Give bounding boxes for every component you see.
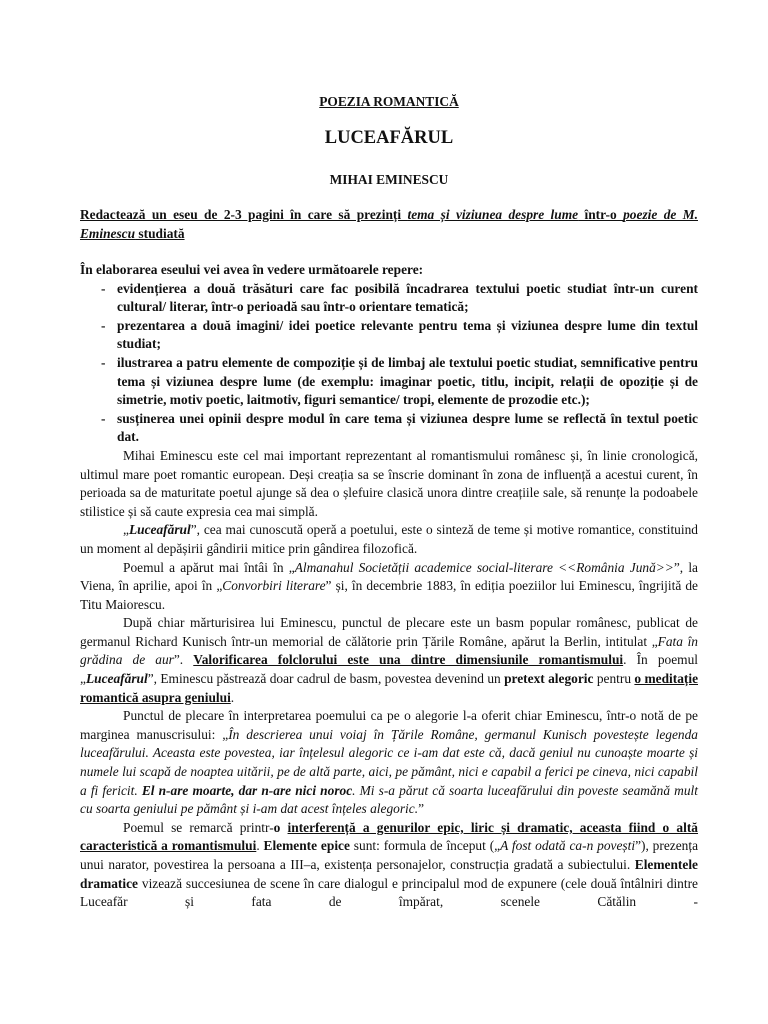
text: ” xyxy=(418,801,425,817)
paragraph-intro: Mihai Eminescu este cel mai important reprezentant al romantismului românesc și, în linie cronologică, ultimul mare poet romantic european. Deși creația sa se înscrie dominant în zona de influență a acestui curent, în perioada sa de maturitate poetul ajunge să dea o șlefuire clasică unora dintre creațiile sale, să renunțe la podoabele stilistice și să caute expresia cea mai simplă. xyxy=(80,447,698,519)
text: ”, cea mai cunoscută operă a poetului, este o sinteză de teme și motive romantice, constituind un moment al depășirii gândirii mitice prin gândirea filozofică. xyxy=(80,522,698,556)
essay-task xyxy=(80,206,698,243)
text-bold-italic: Luceafărul xyxy=(128,522,191,538)
text-bold: pretext alegoric xyxy=(504,671,594,687)
text: sunt: formula de început („ xyxy=(349,838,501,854)
paragraph-luceafarul xyxy=(80,521,698,558)
task-emphasis: poezie de M. Eminescu xyxy=(80,207,698,241)
text-italic: . Mi s-a părut că soarta luceafărului din poveste seamănă mult cu soarta geniului pe pământ și i-am dat acest înțeles alegoric. xyxy=(80,782,698,817)
text: pentru xyxy=(593,671,635,687)
text: ”. xyxy=(173,652,194,668)
poem-title: LUCEAFĂRUL xyxy=(324,128,454,148)
text: . xyxy=(230,689,235,705)
text: Poemul se remarcă printr- xyxy=(123,819,274,835)
paragraph-publication xyxy=(80,559,698,615)
text-italic: Convorbiri literare xyxy=(222,578,326,594)
paragraph-allegory xyxy=(80,707,698,819)
text: . În poemul „ xyxy=(80,652,698,687)
text-italic: În descrierea unui voiaj în Țările Române, germanul Kunisch povestește legenda luceafărului. Aceasta este povestea, iar înțelesul alegoric ce i-am dat este că, dacă geniul nu cunoaște moarte și numele lui scapă de noaptea uitării, pe de altă parte, aici, pe pământ, nici e capabil a ferici pe cineva, nici capabil a fi fericit. xyxy=(80,726,699,798)
criteria-item: - prezentarea a două imagini/ idei poetice relevante pentru tema și viziunea despre lume din textul studiat; xyxy=(80,317,698,354)
text-italic: Fata în grădina de aur xyxy=(80,633,698,668)
text: ”), prezența unui narator, povestirea la persoana a III–a, existența personajelor, construcția gradată a subiectului. xyxy=(80,838,699,872)
text: Poemul a apărut mai întâi în „ xyxy=(123,559,295,575)
text-bold: Elemente epice xyxy=(263,838,350,854)
task-text: Redactează un eseu de 2-3 pagini în care să prezinți xyxy=(80,207,408,222)
text-italic: A fost odată ca-n povești xyxy=(500,838,636,854)
text: ”, Eminescu păstrează doar cadrul de basm, povestea devenind un xyxy=(147,671,505,687)
task-text: într-o xyxy=(578,207,624,222)
criteria-lead: În elaborarea eseului vei avea în vedere următoarele repere: xyxy=(80,262,424,277)
text-bold-underline: interferență a genurilor epic, liric și dramatic, aceasta fiind o altă caracteristică a romantismului xyxy=(80,819,699,854)
text: Punctul de plecare în interpretarea poemului ca pe o alegorie l-a oferit chiar Eminescu, într-o notă de pe marginea manuscrisului: „ xyxy=(80,708,698,742)
text-bold: Elementele dramatice xyxy=(80,857,698,891)
text-bold-italic: El n-are moarte, dar n-are nici noroc xyxy=(141,782,353,798)
text-bold-underline: Valorificarea folclorului este una dintre dimensiunile romantismului xyxy=(193,652,624,668)
text: ” și, în decembrie 1883, în ediția poeziilor lui Eminescu, îngrijită de Titu Maiorescu. xyxy=(80,578,698,612)
text: vizează succesiunea de scene în care dialogul e principalul mod de expunere (cele două întâlniri dintre Luceafăr și fata de împărat, scenele Cătălin - xyxy=(80,875,698,910)
paragraph-source xyxy=(80,614,698,707)
text-bold-italic: Luceafărul xyxy=(85,671,148,687)
text: ”, la Viena, în aprilie, apoi în „ xyxy=(80,559,699,594)
author-name: MIHAI EMINESCU xyxy=(329,172,449,187)
paragraph-genres xyxy=(80,819,698,912)
text-italic: Almanahul Societății academice social-literare <<România Jună>> xyxy=(294,559,674,575)
text: „ xyxy=(123,522,129,538)
text-bold: o xyxy=(273,819,288,835)
document-body xyxy=(80,261,698,912)
section-heading: POEZIA ROMANTICĂ xyxy=(319,94,459,109)
text: . xyxy=(256,838,264,854)
task-text: studiată xyxy=(135,225,185,241)
criteria-list xyxy=(80,280,698,447)
task-emphasis: tema și viziunea despre lume xyxy=(407,207,579,222)
criteria-item: - evidențierea a două trăsături care fac posibilă încadrarea textului poetic studiat într-un curent cultural/ literar, într-o perioadă sau într-o orientare tematică; xyxy=(80,280,698,317)
criteria-item: - susținerea unei opinii despre modul în care tema și viziunea despre lume se reflectă în textul poetic dat. xyxy=(80,410,698,447)
criteria-item: - ilustrarea a patru elemente de compoziție și de limbaj ale textului poetic studiat, semnificative pentru tema și viziunea despre lume (de exemplu: imaginar poetic, titlu, incipit, relații de opoziție și de simetrie, motiv poetic, laitmotiv, figuri semantice/ tropi, elemente de prozodie etc.); xyxy=(80,354,698,410)
text-bold-underline: o meditație romantică asupra geniului xyxy=(80,671,699,705)
text: După chiar mărturisirea lui Eminescu, punctul de plecare este un basm popular românesc, publicat de germanul Richard Kunisch într-un memorial de călătorie prin Țările Române, apărut la Berlin, intitulat „ xyxy=(80,615,698,649)
document-page xyxy=(80,0,698,1024)
